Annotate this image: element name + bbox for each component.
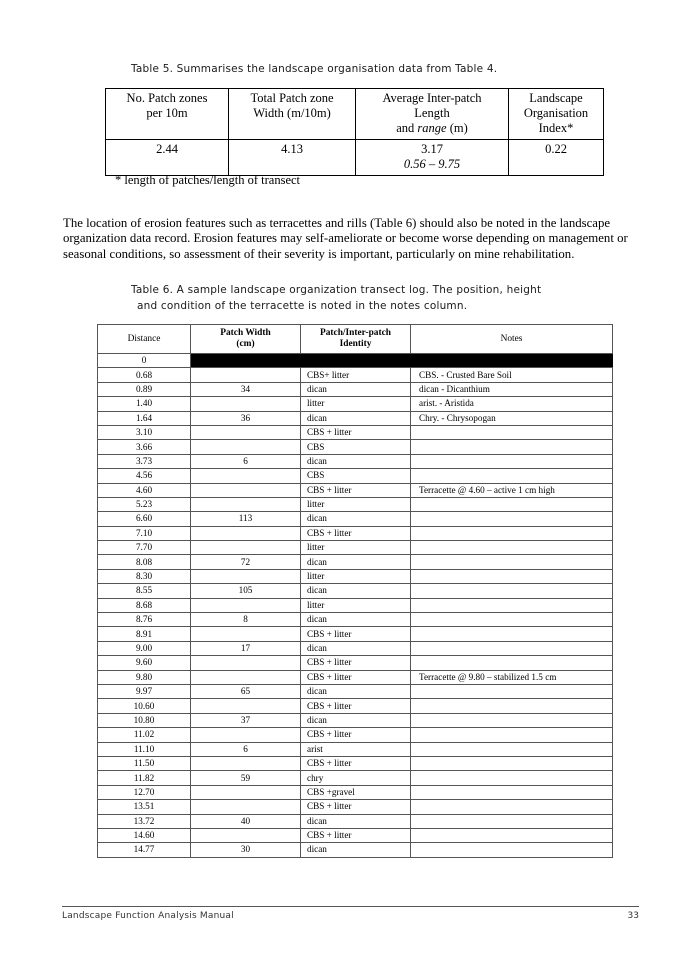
cell-patch-width [191,440,301,454]
cell-distance: 13.72 [98,814,191,828]
table5-value-total-width: 4.13 [229,140,356,176]
footer-page-number: 33 [627,911,639,921]
cell-patch-width [191,354,301,368]
cell-notes [411,598,613,612]
cell-identity: CBS + litter [301,526,411,540]
cell-patch-width: 6 [191,454,301,468]
footer-divider [62,906,639,907]
cell-patch-width [191,699,301,713]
table-row [98,555,613,569]
cell-notes [411,584,613,598]
footer-document-title: Landscape Function Analysis Manual [62,911,234,921]
table-row [98,382,613,396]
cell-identity: dican [301,512,411,526]
table-row [98,828,613,842]
table-row [98,771,613,785]
table5-header-total-width-line2: Width (m/10m) [253,106,331,120]
cell-notes [411,497,613,511]
table5-header-inter-patch [356,89,509,140]
table-row [98,584,613,598]
table6-header-patch-width [191,325,301,354]
table-row [98,728,613,742]
cell-notes [411,512,613,526]
cell-notes [411,684,613,698]
table5-caption: Table 5. Summarises the landscape organisation data from Table 4. [131,63,498,75]
table5-header-inter-patch-line3: and range (m) [396,121,468,135]
table-row [98,368,613,382]
table5-header-loi [509,89,604,140]
table6-header-patch-width-line1: Patch Width [220,328,271,338]
cell-notes [411,756,613,770]
table5-header-total-width [229,89,356,140]
cell-notes [411,454,613,468]
table-row [98,483,613,497]
cell-notes [411,699,613,713]
cell-notes: arist. - Aristida [411,397,613,411]
cell-identity: dican [301,843,411,857]
table-row [98,670,613,684]
cell-patch-width [191,656,301,670]
table6-header-identity [301,325,411,354]
cell-identity: CBS + litter [301,627,411,641]
cell-identity: dican [301,555,411,569]
cell-identity: litter [301,497,411,511]
cell-notes [411,469,613,483]
cell-identity: CBS + litter [301,828,411,842]
table6-header-notes: Notes [411,325,613,354]
cell-distance: 11.02 [98,728,191,742]
table6-header-patch-width-line2: (cm) [236,339,255,349]
cell-notes [411,354,613,368]
cell-identity: CBS +gravel [301,785,411,799]
cell-notes [411,713,613,727]
table-row [98,425,613,439]
cell-notes [411,656,613,670]
table5-header-row [106,89,604,140]
cell-patch-width: 59 [191,771,301,785]
table5-header-loi-line1: Landscape [529,91,583,105]
table-row [98,641,613,655]
cell-notes [411,555,613,569]
cell-distance: 8.68 [98,598,191,612]
cell-identity: CBS + litter [301,756,411,770]
cell-distance: 8.55 [98,584,191,598]
cell-notes: dican - Dicanthium [411,382,613,396]
cell-distance: 4.56 [98,469,191,483]
table5-value-inter-patch-range: 0.56 – 9.75 [403,157,461,171]
cell-patch-width [191,598,301,612]
cell-notes [411,569,613,583]
table-row [98,800,613,814]
table5-header-inter-patch-line1: Average Inter-patch [382,91,482,105]
cell-identity: litter [301,598,411,612]
cell-distance: 4.60 [98,483,191,497]
cell-patch-width [191,728,301,742]
cell-identity: dican [301,613,411,627]
table6-caption-line1: Table 6. A sample landscape organization transect log. The position, height [131,284,542,296]
cell-patch-width: 17 [191,641,301,655]
cell-patch-width: 34 [191,382,301,396]
table-row [98,469,613,483]
cell-distance: 3.66 [98,440,191,454]
cell-identity: dican [301,684,411,698]
cell-notes [411,785,613,799]
cell-patch-width: 105 [191,584,301,598]
cell-distance: 11.10 [98,742,191,756]
cell-identity: CBS + litter [301,800,411,814]
cell-distance: 1.64 [98,411,191,425]
cell-distance: 1.40 [98,397,191,411]
cell-patch-width: 72 [191,555,301,569]
cell-identity: CBS + litter [301,483,411,497]
cell-distance: 9.97 [98,684,191,698]
cell-identity: dican [301,411,411,425]
table5-header-patch-zones [106,89,229,140]
table-row [98,742,613,756]
table-row [98,354,613,368]
cell-notes: Terracette @ 9.80 – stabilized 1.5 cm [411,670,613,684]
table-row [98,440,613,454]
cell-distance: 8.30 [98,569,191,583]
cell-patch-width [191,828,301,842]
cell-patch-width [191,483,301,497]
cell-distance: 9.80 [98,670,191,684]
cell-distance: 3.10 [98,425,191,439]
cell-identity: litter [301,541,411,555]
cell-distance: 0.68 [98,368,191,382]
table-row [98,814,613,828]
table5-value-row [106,140,604,176]
cell-patch-width [191,670,301,684]
cell-distance: 9.00 [98,641,191,655]
cell-identity: dican [301,814,411,828]
cell-patch-width [191,800,301,814]
table-row [98,843,613,857]
cell-notes [411,541,613,555]
table6-header-identity-line2: Identity [339,339,372,349]
cell-notes [411,814,613,828]
cell-distance: 8.91 [98,627,191,641]
table-row [98,454,613,468]
table5-value-patch-zones: 2.44 [106,140,229,176]
cell-patch-width: 37 [191,713,301,727]
cell-patch-width [191,627,301,641]
cell-patch-width [191,497,301,511]
cell-patch-width: 30 [191,843,301,857]
table-row [98,497,613,511]
table-row [98,598,613,612]
table5-header-patch-zones-line2: per 10m [146,106,188,120]
cell-patch-width: 36 [191,411,301,425]
cell-identity: dican [301,382,411,396]
cell-patch-width [191,425,301,439]
cell-distance: 5.23 [98,497,191,511]
cell-notes [411,843,613,857]
cell-identity: CBS + litter [301,699,411,713]
table5-value-inter-patch-mean: 3.17 [421,142,443,156]
cell-distance: 6.60 [98,512,191,526]
body-paragraph: The location of erosion features such as terracettes and rills (Table 6) should also be noted in the landscape organization data record. Erosion features may self-ameliorate or become worse depending on management or seasonal conditions, so assessment of their severity is important, particularly on mine rehabilitation. [63,215,628,261]
cell-identity: CBS + litter [301,656,411,670]
cell-notes [411,440,613,454]
cell-patch-width: 6 [191,742,301,756]
cell-notes [411,627,613,641]
table5-header-loi-line3: Index* [538,121,574,135]
cell-identity: CBS + litter [301,670,411,684]
cell-distance: 0.89 [98,382,191,396]
table6-header-row [98,325,613,354]
cell-notes [411,771,613,785]
table5-header-total-width-line1: Total Patch zone [250,91,334,105]
cell-patch-width [191,469,301,483]
table-row [98,613,613,627]
cell-notes: CBS. - Crusted Bare Soil [411,368,613,382]
table-row [98,785,613,799]
table6-header-identity-line1: Patch/Inter-patch [320,328,391,338]
cell-distance: 11.82 [98,771,191,785]
cell-distance: 9.60 [98,656,191,670]
cell-notes [411,742,613,756]
cell-identity: CBS [301,469,411,483]
cell-distance: 10.60 [98,699,191,713]
cell-patch-width [191,368,301,382]
cell-distance: 14.77 [98,843,191,857]
cell-distance: 0 [98,354,191,368]
table-row [98,756,613,770]
table-row [98,569,613,583]
cell-notes [411,828,613,842]
table6-body [98,354,613,858]
table5-summary [105,88,604,176]
cell-notes [411,641,613,655]
cell-notes [411,800,613,814]
cell-identity [301,354,411,368]
cell-identity: CBS+ litter [301,368,411,382]
cell-notes: Chry. - Chrysopogan [411,411,613,425]
cell-distance: 12.70 [98,785,191,799]
table-row [98,397,613,411]
cell-patch-width: 8 [191,613,301,627]
cell-identity: litter [301,569,411,583]
cell-distance: 7.70 [98,541,191,555]
cell-identity: dican [301,584,411,598]
cell-patch-width: 40 [191,814,301,828]
cell-distance: 7.10 [98,526,191,540]
cell-patch-width [191,526,301,540]
cell-notes [411,526,613,540]
cell-notes: Terracette @ 4.60 – active 1 cm high [411,483,613,497]
cell-distance: 11.50 [98,756,191,770]
cell-patch-width: 65 [191,684,301,698]
table-row [98,512,613,526]
table-row [98,684,613,698]
table5-footnote: * length of patches/length of transect [115,173,301,187]
cell-identity: dican [301,641,411,655]
table5-value-loi: 0.22 [509,140,604,176]
cell-identity: dican [301,713,411,727]
cell-identity: litter [301,397,411,411]
cell-patch-width: 113 [191,512,301,526]
cell-identity: dican [301,454,411,468]
table-row [98,526,613,540]
cell-distance: 8.76 [98,613,191,627]
cell-identity: CBS + litter [301,728,411,742]
cell-patch-width [191,569,301,583]
cell-distance: 3.73 [98,454,191,468]
table6-header-distance: Distance [98,325,191,354]
table5-value-inter-patch [356,140,509,176]
table-row [98,411,613,425]
cell-distance: 13.51 [98,800,191,814]
table-row [98,656,613,670]
table6-transect-log [97,324,613,858]
table-row [98,713,613,727]
cell-distance: 8.08 [98,555,191,569]
cell-identity: CBS + litter [301,425,411,439]
table-row [98,699,613,713]
cell-notes [411,728,613,742]
cell-patch-width [191,756,301,770]
cell-patch-width [191,785,301,799]
cell-patch-width [191,397,301,411]
cell-identity: arist [301,742,411,756]
cell-distance: 14.60 [98,828,191,842]
table5-header-inter-patch-line2: Length [414,106,450,120]
table5-header-loi-line2: Organisation [523,106,589,120]
cell-identity: chry [301,771,411,785]
cell-distance: 10.80 [98,713,191,727]
cell-notes [411,425,613,439]
cell-identity: CBS [301,440,411,454]
cell-patch-width [191,541,301,555]
cell-notes [411,613,613,627]
table-row [98,627,613,641]
table6-caption [131,282,611,314]
table5-header-patch-zones-line1: No. Patch zones [126,91,208,105]
table-row [98,541,613,555]
table6-caption-line2: and condition of the terracette is noted in the notes column. [137,300,468,312]
